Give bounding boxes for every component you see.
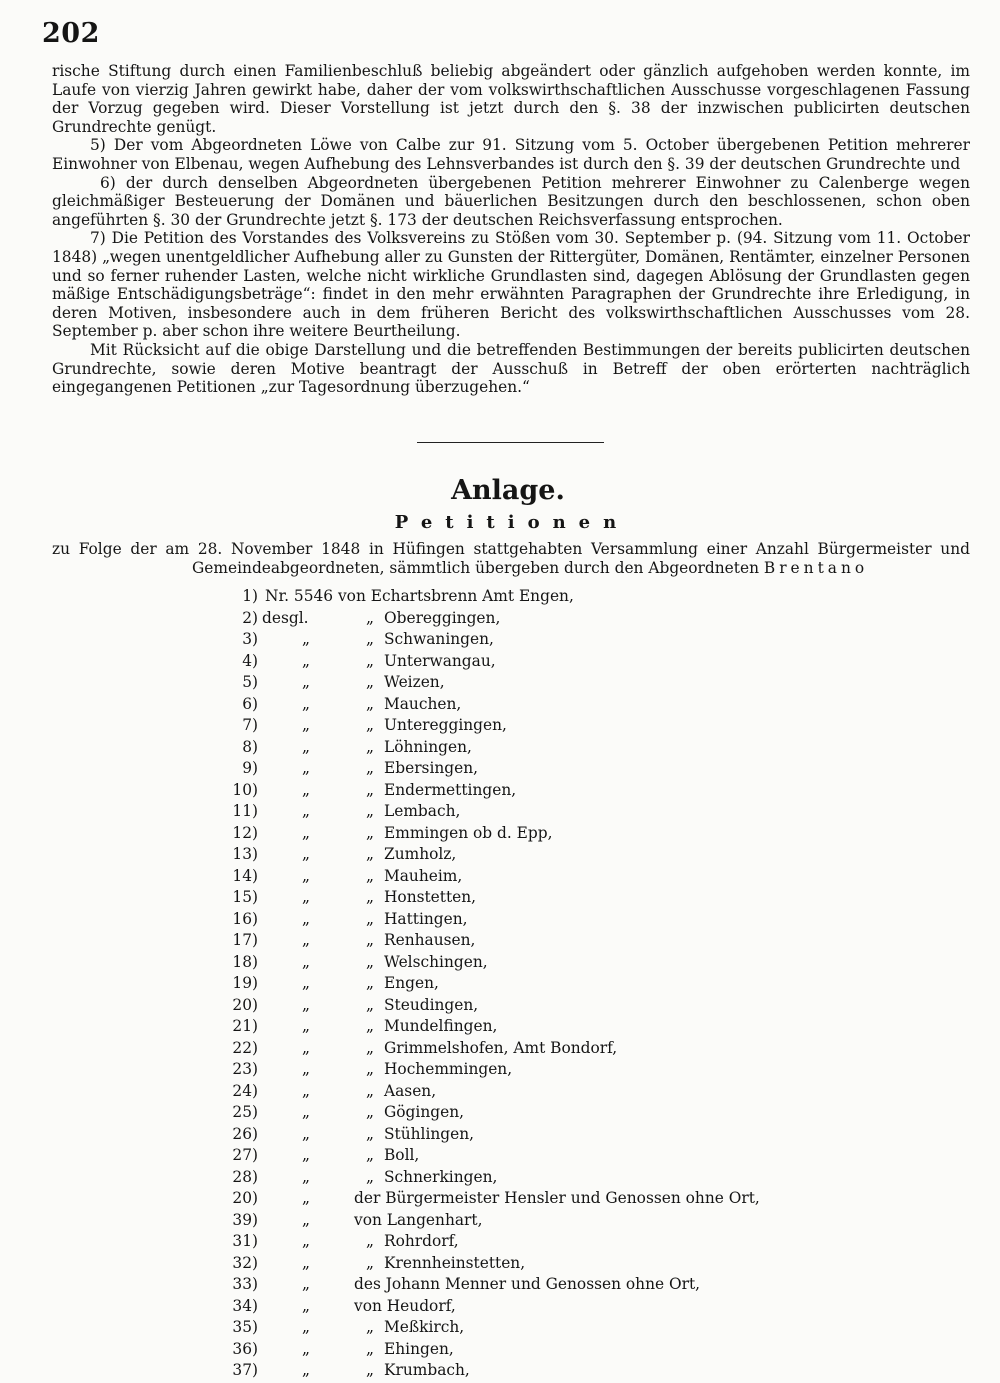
ditto-mark: „ xyxy=(366,780,374,799)
paragraph-item-6: 6) der durch denselben Abgeordneten übergebenen Petition mehrerer Einwohner zu Calenberge wegen gleichmäßiger Besteuerung der Domänen und bäuerlichen Besitzungen durch den beschlossenen, schon oben angeführten §. 30 der Grundrechte jetzt §. 173 der deutschen Reichsverfassung entsprochen. xyxy=(52,173,970,229)
petition-number: 15) xyxy=(232,888,258,906)
ditto-mark: „ xyxy=(366,931,374,949)
petition-number: 32) xyxy=(232,1253,258,1272)
petition-place: Steudingen, xyxy=(384,995,479,1014)
petition-number: 17) xyxy=(232,931,258,949)
ditto-mark: „ xyxy=(302,1361,310,1379)
petition-place: Schnerkingen, xyxy=(384,1167,498,1186)
ditto-mark: „ xyxy=(302,952,310,971)
petition-text: des Johann Menner und Genossen ohne Ort, xyxy=(354,1275,701,1293)
petitions-subheading: Petitionen xyxy=(394,512,630,533)
ditto-mark: „ xyxy=(302,802,310,820)
petition-text: der Bürgermeister Hensler und Genossen ohne Ort, xyxy=(354,1189,760,1207)
petition-number: 11) xyxy=(232,802,258,820)
petition-place: Unterwangau, xyxy=(384,651,496,670)
ditto-mark: „ xyxy=(366,995,374,1014)
petition-number: 6) xyxy=(242,694,258,713)
ditto-mark: „ xyxy=(302,1189,310,1207)
petition-place: Gögingen, xyxy=(384,1103,465,1121)
petition-place: Endermettingen, xyxy=(384,780,517,799)
ditto-mark: „ xyxy=(302,1146,310,1164)
petition-place: Mauchen, xyxy=(384,694,462,713)
petition-text: Nr. 5546 von Echartsbrenn Amt Engen, xyxy=(265,587,574,605)
ditto-mark: „ xyxy=(302,759,310,777)
ditto-mark: „ xyxy=(366,1060,374,1078)
petition-place: Rohrdorf, xyxy=(384,1232,459,1250)
appendix-intro xyxy=(52,540,970,578)
petition-number: 19) xyxy=(232,974,258,992)
petition-place: Aasen, xyxy=(384,1081,437,1100)
ditto-mark: „ xyxy=(366,1167,374,1186)
ditto-mark: „ xyxy=(302,673,310,691)
petition-text: von Langenhart, xyxy=(354,1210,483,1229)
petition-place: Zumholz, xyxy=(384,845,457,863)
deputy-name: Brentano xyxy=(763,559,869,577)
ditto-mark: „ xyxy=(302,1318,310,1336)
petition-number: 18) xyxy=(232,952,258,971)
ditto-mark: „ xyxy=(302,694,310,713)
petition-place: Mauheim, xyxy=(384,866,463,885)
petition-text: von Heudorf, xyxy=(354,1296,456,1315)
petition-number: 22) xyxy=(232,1038,258,1057)
petition-number: 8) xyxy=(242,737,258,756)
petition-number: 34) xyxy=(232,1296,258,1315)
petition-number: 20) xyxy=(232,995,258,1014)
petition-number: 27) xyxy=(232,1146,258,1164)
petition-place: Lembach, xyxy=(384,802,461,820)
ditto-mark: „ xyxy=(302,1167,310,1186)
ditto-mark: „ xyxy=(302,909,310,928)
petition-number: 7) xyxy=(242,716,258,734)
ditto-mark: „ xyxy=(302,737,310,756)
ditto-mark: „ xyxy=(366,1124,374,1143)
ditto-mark: „ xyxy=(366,1038,374,1057)
ditto-mark: „ xyxy=(302,1103,310,1121)
paragraph-item-5: 5) Der vom Abgeordneten Löwe von Calbe zur 91. Sitzung vom 5. October übergebenen Petition mehrerer Einwohner von Elbenau, wegen Aufhebung des Lehnsverbandes ist durch den §. 39 der deutschen Grundrechte und xyxy=(52,136,970,173)
petition-place: Hattingen, xyxy=(384,909,468,928)
section-divider xyxy=(417,442,604,443)
appendix-intro-text: Gemeindeabgeordneten, sämmtlich übergeben durch den Abgeordneten xyxy=(192,559,759,577)
ditto-mark: „ xyxy=(302,931,310,949)
petition-place: Stühlingen, xyxy=(384,1124,475,1143)
petition-place: Engen, xyxy=(384,974,439,992)
petition-place: Krennheinstetten, xyxy=(384,1253,526,1272)
paragraph-item-7: 7) Die Petition des Vorstandes des Volksvereins zu Stößen vom 30. September p. (94. Sitzung vom 11. October 1848) „wegen unentgeldlicher Aufhebung aller zu Gunsten der Rittergüter, Domänen, Rentämter, einzelner Personen und so ferner ruhender Lasten, welche nicht wirkliche Grundlasten sind, dagegen Ablösung der Grundlasten gegen mäßige Entschädigungsbeträge“: findet in den mehr erwähnten Paragraphen der Grundrechte ihre Erledigung, in deren Motiven, insbesondere auch in dem früheren Bericht des volkswirthschaftlichen Ausschusses vom 28. September p. aber schon ihre weitere Beurtheilung. xyxy=(52,229,970,341)
petition-number: 9) xyxy=(242,759,258,777)
petition-place: Meßkirch, xyxy=(384,1318,465,1336)
ditto-mark: „ xyxy=(366,694,374,713)
ditto-mark: „ xyxy=(366,1146,374,1164)
petition-place: Boll, xyxy=(384,1146,420,1164)
ditto-mark: „ xyxy=(302,1038,310,1057)
ditto-mark: „ xyxy=(366,888,374,906)
ditto-mark: „ xyxy=(302,845,310,863)
appendix-intro-line-2 xyxy=(52,559,970,578)
ditto-mark: „ xyxy=(302,716,310,734)
ditto-mark: „ xyxy=(366,716,374,734)
petition-number: 13) xyxy=(232,845,258,863)
ditto-mark: „ xyxy=(366,909,374,928)
ditto-mark: „ xyxy=(302,1017,310,1035)
ditto-mark: „ xyxy=(302,1275,310,1293)
petition-number: 21) xyxy=(232,1017,258,1035)
petition-number: 12) xyxy=(232,823,258,842)
petition-place: Renhausen, xyxy=(384,931,476,949)
petition-number: 35) xyxy=(232,1318,258,1336)
ditto-mark: „ xyxy=(366,1081,374,1100)
ditto-mark: „ xyxy=(302,823,310,842)
ditto-mark: „ xyxy=(366,1017,374,1035)
ditto-mark: „ xyxy=(302,651,310,670)
ditto-mark: „ xyxy=(302,995,310,1014)
petition-number: 25) xyxy=(232,1103,258,1121)
appendix-intro-line-1: zu Folge der am 28. November 1848 in Hüfingen stattgehabten Versammlung einer Anzahl Bürgermeister und xyxy=(52,540,970,558)
petition-number: 4) xyxy=(242,651,258,670)
petition-number: 23) xyxy=(232,1060,258,1078)
ditto-mark: „ xyxy=(366,1232,374,1250)
petition-number: 16) xyxy=(232,909,258,928)
petition-number: 39) xyxy=(232,1210,258,1229)
ditto-mark: „ xyxy=(302,974,310,992)
petition-number: 36) xyxy=(232,1339,258,1358)
ditto-mark: „ xyxy=(302,1253,310,1272)
petition-number: 10) xyxy=(232,780,258,799)
ditto-mark: „ xyxy=(302,1060,310,1078)
ditto-mark: „ xyxy=(302,888,310,906)
ditto-mark: „ xyxy=(302,866,310,885)
ditto-mark: „ xyxy=(302,1296,310,1315)
petition-place: Hochemmingen, xyxy=(384,1060,513,1078)
petition-number: 20) xyxy=(232,1189,258,1207)
ditto-mark: „ xyxy=(366,1361,374,1379)
ditto-mark: „ xyxy=(366,952,374,971)
petition-place: Untereggingen, xyxy=(384,716,507,734)
ditto-mark: „ xyxy=(366,608,374,627)
petition-place: Honstetten, xyxy=(384,888,477,906)
petition-number: 26) xyxy=(232,1124,258,1143)
petition-number: 33) xyxy=(232,1275,258,1293)
petition-place: Obereggingen, xyxy=(384,608,501,627)
ditto-mark: „ xyxy=(302,1232,310,1250)
petition-number: 24) xyxy=(232,1081,258,1100)
paragraph-continued: rische Stiftung durch einen Familienbeschluß beliebig abgeändert oder gänzlich aufgehoben werden konnte, im Laufe von vierzig Jahren gewirkt habe, daher der vom volkswirthschaftlichen Ausschusse vorgeschlagenen Fassung der Vorzug gegeben wird. Dieser Vorstellung ist jetzt durch den §. 38 der inzwischen publicirten deutschen Grundrechte genügt. xyxy=(52,62,970,136)
ditto-mark: „ xyxy=(366,1253,374,1272)
body-text xyxy=(52,62,970,397)
ditto-mark: „ xyxy=(366,866,374,885)
petition-number: 1) xyxy=(242,587,258,605)
ditto-mark: „ xyxy=(366,630,374,648)
petition-place: Welschingen, xyxy=(384,952,488,971)
ditto-mark: „ xyxy=(302,1081,310,1100)
petition-place: Grimmelshofen, Amt Bondorf, xyxy=(384,1038,618,1057)
petition-place: Emmingen ob d. Epp, xyxy=(384,823,553,842)
petition-number: 2) xyxy=(242,608,258,627)
ditto-mark: „ xyxy=(366,1103,374,1121)
petition-place: Ehingen, xyxy=(384,1339,454,1358)
ditto-mark: „ xyxy=(302,1210,310,1229)
ditto-mark: „ xyxy=(366,673,374,691)
petition-place: Löhningen, xyxy=(384,737,472,756)
petition-number: 3) xyxy=(242,630,258,648)
ditto-mark: „ xyxy=(302,1339,310,1358)
ditto-mark: „ xyxy=(366,1318,374,1336)
petition-number: 28) xyxy=(232,1167,258,1186)
petition-number: 31) xyxy=(232,1232,258,1250)
petition-number: 14) xyxy=(232,866,258,885)
ditto-mark: „ xyxy=(302,630,310,648)
petition-place: Krumbach, xyxy=(384,1361,470,1379)
ditto-mark: „ xyxy=(302,780,310,799)
petition-number: 5) xyxy=(242,673,258,691)
petition-number: 37) xyxy=(232,1361,258,1379)
petition-place: Schwaningen, xyxy=(384,630,494,648)
petition-place: Mundelfingen, xyxy=(384,1017,498,1035)
ditto-mark: „ xyxy=(366,737,374,756)
ditto-mark: „ xyxy=(366,845,374,863)
ditto-mark: „ xyxy=(366,759,374,777)
paragraph-conclusion: Mit Rücksicht auf die obige Darstellung und die betreffenden Bestimmungen der bereits publicirten deutschen Grundrechte, sowie deren Motive beantragt der Ausschuß in Betreff der oben erörterten nachträglich eingegangenen Petitionen „zur Tagesordnung überzugehen.“ xyxy=(52,340,970,397)
ditto-mark: „ xyxy=(302,1124,310,1143)
appendix-heading: Anlage. xyxy=(451,475,565,506)
ditto-desgl: desgl. xyxy=(262,608,309,627)
ditto-mark: „ xyxy=(366,823,374,842)
ditto-mark: „ xyxy=(366,1339,374,1358)
page-number: 202 xyxy=(42,18,100,49)
ditto-mark: „ xyxy=(366,802,374,820)
petition-place: Ebersingen, xyxy=(384,759,479,777)
ditto-mark: „ xyxy=(366,974,374,992)
petition-place: Weizen, xyxy=(384,673,445,691)
ditto-mark: „ xyxy=(366,651,374,670)
